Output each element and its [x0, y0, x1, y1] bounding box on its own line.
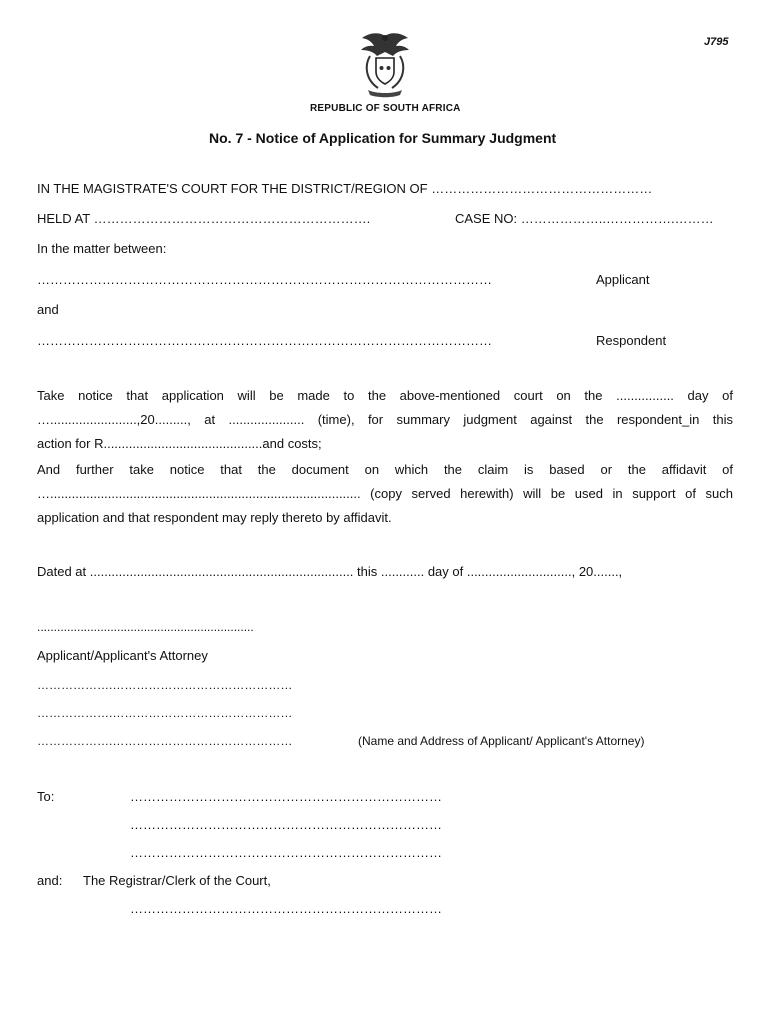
- district-field[interactable]: ……………………………………………: [431, 181, 653, 196]
- and-label: and: [37, 302, 59, 317]
- signature-label: Applicant/Applicant's Attorney: [37, 648, 208, 663]
- coat-of-arms-icon: [356, 30, 414, 98]
- paragraph-line: action for R............................................and costs;: [37, 436, 322, 451]
- document-title: No. 7 - Notice of Application for Summary Judgment: [209, 130, 557, 146]
- registrar-label: The Registrar/Clerk of the Court,: [83, 873, 271, 888]
- to-field-2[interactable]: ………………………………………………………………: [130, 817, 442, 832]
- held-at-label: HELD AT: [37, 211, 90, 226]
- and-registrar-label: and:: [37, 873, 63, 888]
- address-field-3[interactable]: ……………….………………………………………: [37, 734, 293, 748]
- case-no-field[interactable]: ………………..…………….………: [520, 211, 714, 226]
- paragraph-line: …...................................................................................... (copy served herewith) will be used in support of such: [37, 486, 733, 501]
- to-field-1[interactable]: ………………………………………………………………: [130, 789, 442, 804]
- paragraph-line: And further take notice that the document on which the claim is based or the affidavit of: [37, 462, 733, 477]
- signature-field[interactable]: .................................................................: [37, 620, 254, 634]
- applicant-field[interactable]: ……………………………………………………………………………………………: [37, 272, 492, 287]
- court-label: IN THE MAGISTRATE'S COURT FOR THE DISTRICT/REGION OF: [37, 181, 428, 196]
- address-note: (Name and Address of Applicant/ Applicant's Attorney): [358, 734, 645, 748]
- applicant-label: Applicant: [596, 272, 650, 287]
- matter-between: In the matter between:: [37, 241, 167, 256]
- country-heading: REPUBLIC OF SOUTH AFRICA: [310, 103, 461, 114]
- to-label: To:: [37, 789, 55, 804]
- paragraph-line: …........................,20........., at ..................... (time), for summary judgment against the respondent_in this: [37, 412, 733, 427]
- held-at-line: [37, 211, 370, 226]
- respondent-field[interactable]: ……………………………………………………………………………………………: [37, 333, 492, 348]
- paragraph-line: Take notice that application will be made to the above-mentioned court on the ................ day of: [37, 388, 733, 403]
- court-line: [37, 181, 652, 196]
- case-no-label: CASE NO:: [455, 211, 518, 226]
- case-no-line: [455, 211, 714, 226]
- paragraph-line: application and that respondent may reply thereto by affidavit.: [37, 510, 392, 525]
- address-field-1[interactable]: ……………….………………………………………: [37, 678, 293, 692]
- notice-paragraph: [37, 384, 733, 456]
- respondent-label: Respondent: [596, 333, 667, 348]
- dated-line[interactable]: Dated at ......................................................................... this ............ day of ............................., 20.......,: [37, 564, 623, 579]
- further-notice-paragraph: [37, 458, 733, 530]
- to-field-3[interactable]: ………………………………………………………………: [130, 845, 442, 860]
- form-code: J795: [704, 36, 729, 48]
- registrar-field[interactable]: ………………………………………………………………: [130, 901, 442, 916]
- address-field-2[interactable]: ……………….………………………………………: [37, 706, 293, 720]
- held-at-field[interactable]: ……………………………………………………….: [93, 211, 371, 226]
